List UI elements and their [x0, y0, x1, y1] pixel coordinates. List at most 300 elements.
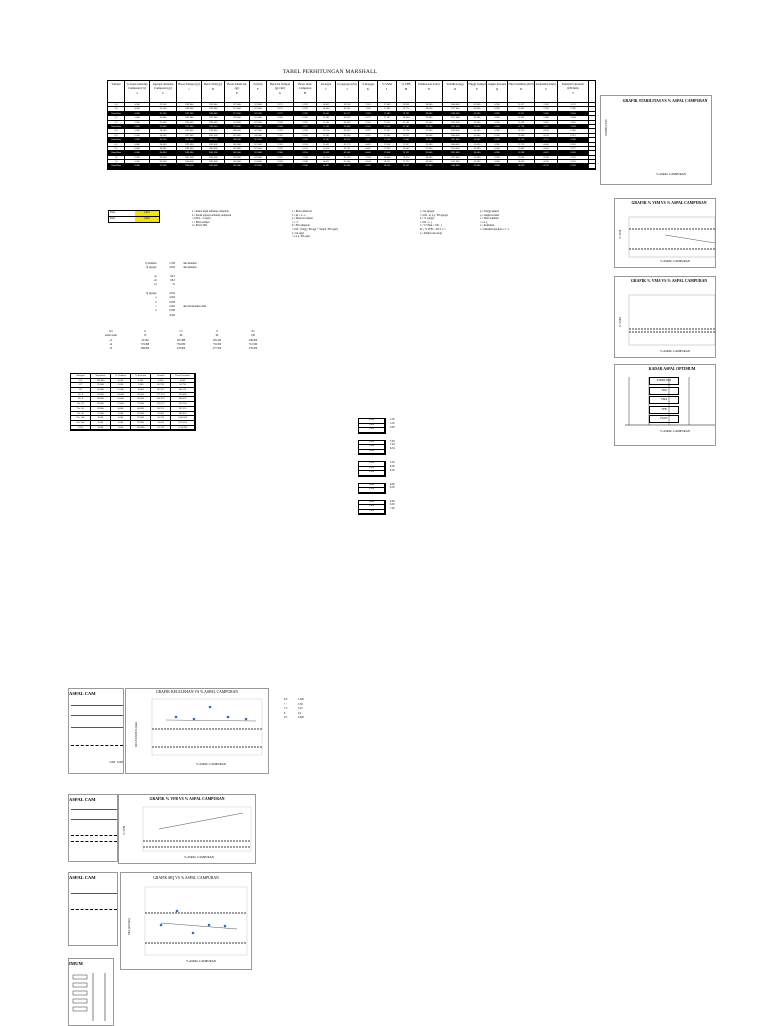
table-cell: 676.000 — [225, 116, 250, 119]
kadar-cell: 70 — [143, 334, 147, 338]
header-label: % Rongga — [361, 82, 375, 86]
calc-cell: 2.652 — [169, 266, 176, 270]
table-cell: 82.517 — [336, 112, 359, 115]
table-cell: 63.000 — [468, 143, 487, 146]
grading-cell: 34.032 — [151, 421, 171, 425]
header-code: R — [519, 87, 522, 91]
mini-side — [390, 418, 395, 434]
table-cell: 11.185 — [317, 116, 336, 119]
header-cell — [250, 81, 267, 102]
table-cell: 17.824 — [378, 143, 397, 146]
mini-table — [358, 500, 386, 516]
table-cell: 681.000 — [225, 147, 250, 150]
page-title: TABEL PERHITUNGAN MARSHALL — [282, 69, 378, 75]
table-cell: 671.500 — [225, 112, 250, 115]
side-value-cell: 1.645 — [298, 698, 304, 701]
table-cell: 1204.000 — [443, 103, 468, 106]
mini-cell: 5.500 — [359, 428, 385, 432]
mini-cell: 6.500 — [359, 471, 385, 475]
grading-header-cell: Kumulatif — [91, 374, 111, 378]
table-cell: 2.273 — [267, 112, 294, 115]
table-cell: 17.307 — [378, 129, 397, 132]
note-line: = 100 - i - j — [420, 220, 432, 224]
calc-cell: bj bitumen — [145, 262, 157, 265]
header-label: Isi Agregat (ml) — [337, 82, 357, 86]
table-cell: 2.290 — [267, 160, 294, 163]
partial1-dash — [71, 745, 123, 746]
note-line: g = Berat isi sampel — [292, 217, 313, 221]
header-cell — [267, 81, 294, 102]
table-cell: 1201.000 — [177, 156, 202, 159]
calc-cell: 21 — [172, 283, 176, 287]
table-cell: 6,5 — [108, 143, 125, 146]
table-cell: 1194.000 — [202, 112, 225, 115]
table-cell: 3.660 — [535, 112, 558, 115]
table-cell: 1187.500 — [177, 112, 202, 115]
table-cell: 2.296 — [294, 112, 317, 115]
table-cell: 5.500 — [125, 134, 150, 137]
table-cell: 11.966 — [508, 116, 535, 119]
table-cell: 82.349 — [336, 121, 359, 124]
header-label: Kelelehan (mm) — [536, 82, 556, 86]
table-cell: 1205.000 — [202, 156, 225, 159]
table-cell: 4.125 — [535, 138, 558, 141]
partial-chart-3 — [68, 872, 118, 946]
table-cell: 2.980 — [558, 129, 589, 132]
grading-cell: 147.471 — [151, 388, 171, 392]
kadar-cell: 6.0 — [109, 330, 113, 333]
table-cell: 682.000 — [225, 143, 250, 146]
table-cell: 11.145 — [317, 121, 336, 124]
table-cell: 18.550 — [378, 164, 397, 167]
table-cell: 1198.000 — [177, 147, 202, 150]
kadar-cell: 759.830 — [176, 342, 186, 346]
header-cell — [225, 81, 250, 102]
header-code: E — [236, 91, 238, 95]
header-code: L — [386, 87, 388, 91]
header-code: M — [404, 87, 408, 91]
table-cell: 3.010 — [558, 121, 589, 124]
table-cell: 0.960 — [487, 107, 508, 110]
table-cell: 5,5 — [108, 121, 125, 124]
table-cell: 2.302 — [267, 134, 294, 137]
header-label: Pembacaan Arloji — [418, 82, 440, 86]
table-cell: 4.443 — [359, 151, 378, 154]
table-cell: 2.240 — [294, 156, 317, 159]
mini-row — [359, 428, 385, 433]
table-cell: 1202.000 — [202, 147, 225, 150]
note-line: q = Angka koreksi — [480, 213, 500, 217]
table-cell: 1202.500 — [202, 151, 225, 154]
mini-cell: 6.000 — [359, 450, 385, 454]
grading-cell: 3/4" — [71, 379, 91, 383]
calc-cell: ab — [154, 279, 157, 283]
table-cell: 521.000 — [250, 116, 267, 119]
header-label: Stabilitas (kg) — [446, 82, 464, 86]
calc-cell: 0.956 — [169, 300, 176, 304]
yellow-key-2: Pada — [110, 217, 116, 220]
table-cell: 17.324 — [378, 138, 397, 141]
table-cell: 1192.000 — [177, 116, 202, 119]
table-cell: 521.500 — [250, 125, 267, 128]
table-cell: 17.466 — [378, 103, 397, 106]
grading-header-cell: % Rencana — [131, 374, 151, 378]
table-cell: 17.361 — [378, 116, 397, 119]
table-cell: 2.268 — [294, 138, 317, 141]
calc-cell: 4.500 — [169, 296, 176, 300]
table-cell: 2.320 — [558, 164, 589, 167]
header-code: S — [545, 87, 547, 91]
header-cell — [294, 81, 317, 102]
table-cell: 63.000 — [468, 147, 487, 150]
table-cell: 1196.000 — [202, 121, 225, 124]
side-value-cell: 8.5 — [284, 716, 288, 719]
table-row — [108, 164, 595, 168]
table-cell: 63.785 — [397, 125, 416, 128]
table-cell: 17.893 — [378, 147, 397, 150]
kadar-cell: 723.498 — [140, 342, 150, 346]
header-label: Berat dalam Air (gr) — [227, 82, 247, 90]
mini-row — [359, 510, 385, 515]
table-cell: 2.296 — [267, 156, 294, 159]
table-cell: 95.000 — [150, 121, 177, 124]
table-cell: 4.750 — [535, 160, 558, 163]
table-cell: 2.302 — [267, 138, 294, 141]
table-cell: 13.421 — [317, 143, 336, 146]
table-cell: 522.500 — [250, 112, 267, 115]
kadar-cell: 712.580 — [248, 342, 258, 346]
table-cell: 2.254 — [294, 147, 317, 150]
table-cell: 5.500 — [125, 138, 150, 141]
partial3-line-1 — [71, 893, 117, 894]
table-cell: 81.556 — [336, 156, 359, 159]
chart-mq-title: GRAFIK MQ VS % ASPAL CAMPURAN — [153, 876, 219, 880]
table-cell: 81.450 — [336, 164, 359, 167]
table-cell: 64.428 — [397, 116, 416, 119]
grading-cell: 18.000 — [111, 397, 131, 401]
grading-cell: 0.000 — [131, 379, 151, 383]
kadar-cell: 236.000 — [248, 338, 258, 342]
table-cell: 5.500 — [125, 129, 150, 132]
table-cell: 1244.000 — [443, 143, 468, 146]
table-cell: 0.960 — [487, 116, 508, 119]
optimum-bar: VFB — [649, 406, 679, 414]
header-cell — [317, 81, 336, 102]
kadar-cell: 60 — [179, 334, 183, 338]
table-cell: 2.293 — [267, 164, 294, 167]
table-cell: 63.000 — [468, 121, 487, 124]
mini-table-group — [358, 500, 418, 516]
table-cell: 10.449 — [317, 107, 336, 110]
side-value-cell: 7.5 — [284, 707, 288, 710]
grading-cell: 1134.394 — [171, 426, 195, 430]
mini-cell: 6.000 — [359, 484, 385, 488]
table-cell: 1199.000 — [202, 129, 225, 132]
table-cell: 3.620 — [535, 103, 558, 106]
grading-cell: 136.127 — [151, 402, 171, 406]
table-cell: 95.000 — [416, 116, 443, 119]
grading-cell: No. 8 — [71, 397, 91, 401]
header-code: P — [476, 87, 478, 91]
table-cell: 63.000 — [468, 129, 487, 132]
table-cell: 63.000 — [468, 160, 487, 163]
table-cell: 2.296 — [294, 103, 317, 106]
chart-vfb-xlabel: % ASPAL CAMPURAN — [184, 855, 214, 859]
mini-cell: 5.500 — [359, 445, 385, 449]
kadar-cell: 90 — [215, 334, 219, 338]
table-cell: 521.000 — [250, 143, 267, 146]
table-cell: Rata-Rata — [108, 151, 125, 154]
table-cell: 95.500 — [150, 112, 177, 115]
header-code: b — [162, 91, 164, 95]
note-line: s = Kelelehan — [480, 224, 495, 228]
side-values — [284, 698, 324, 721]
mini-tables — [358, 418, 418, 521]
grading-cell: PAN — [71, 426, 91, 430]
table-cell: 94.500 — [150, 134, 177, 137]
header-code: Q — [495, 87, 499, 91]
table-cell: 94.500 — [150, 129, 177, 132]
table-cell: 93.500 — [150, 164, 177, 167]
table-cell: 97.000 — [416, 129, 443, 132]
table-cell: 4.150 — [535, 134, 558, 137]
header-label: Marshall Quotient (kN/mm) — [562, 82, 584, 90]
table-cell: 0.960 — [487, 112, 508, 115]
mini-cell: 6.500 — [359, 488, 385, 492]
grading-cell: 680.637 — [171, 397, 195, 401]
table-cell: 522.000 — [250, 107, 267, 110]
mini-table — [358, 418, 386, 434]
table-cell: 11.211 — [508, 112, 535, 115]
header-code: O — [453, 87, 457, 91]
mini-side-value: 6.00 — [390, 499, 395, 503]
table-cell: 1193.000 — [202, 107, 225, 110]
side-value-row — [284, 716, 324, 721]
table-cell: 3.850 — [535, 121, 558, 124]
table-cell: 3.700 — [535, 107, 558, 110]
chart-vfb — [118, 794, 256, 864]
table-cell: 63.000 — [468, 107, 487, 110]
table-cell: 75.297 — [397, 143, 416, 146]
table-cell: 93.500 — [150, 156, 177, 159]
table-cell: 5.000 — [125, 125, 150, 128]
mini-table-group — [358, 483, 418, 494]
table-cell: 3.068 — [558, 116, 589, 119]
table-cell: 82.534 — [336, 103, 359, 106]
chart-vma-ylabel: % VMA — [618, 316, 622, 327]
table-cell: 82.501 — [336, 107, 359, 110]
chart-stabilitas-plot — [601, 96, 711, 184]
chart-optimum — [614, 364, 716, 446]
calc-cell: data berdasarkan tabel — [183, 304, 207, 308]
side-value-cell: 3.56 — [298, 702, 303, 706]
table-cell: 1195.000 — [177, 129, 202, 132]
kadar-cell: a1 — [109, 338, 113, 342]
table-cell: 94.000 — [150, 143, 177, 146]
table-cell: 0.960 — [487, 121, 508, 124]
calc-cell: 1.030 — [169, 262, 176, 265]
table-cell: 2.359 — [558, 156, 589, 159]
grading-cell: 40.000 — [91, 397, 111, 401]
table-cell: 6.000 — [125, 143, 150, 146]
table-cell: 91.000 — [416, 147, 443, 150]
table-cell: 6.500 — [125, 156, 150, 159]
calc-cell: b — [155, 300, 157, 304]
header-label: Berat Jenis Campuran — [298, 82, 312, 90]
note-line: h = BJ campuran — [292, 224, 310, 228]
table-cell: 6.176 — [359, 116, 378, 119]
table-cell: 81.344 — [336, 160, 359, 163]
header-label: Nilai Stabilitas (KN) — [508, 82, 534, 86]
grading-cell: 42.000 — [131, 393, 151, 397]
table-cell: 0.960 — [487, 129, 508, 132]
grading-cell: 1/2" — [71, 383, 91, 387]
table-cell: 2.662 — [558, 143, 589, 146]
note-line: k = % rongga — [420, 217, 435, 221]
header-label: Angka Koreksi — [487, 82, 507, 86]
partial2-line-1 — [71, 809, 117, 810]
table-cell: 2.301 — [267, 143, 294, 146]
table-cell: 1197.000 — [202, 116, 225, 119]
table-cell: 671.000 — [225, 107, 250, 110]
header-cell — [359, 81, 378, 102]
mini-row — [359, 471, 385, 476]
chart-optimum-xlabel: % ASPAL CAMPURAN — [660, 429, 690, 433]
grading-cell: 56.720 — [151, 416, 171, 420]
note-line: d = Berat SSD — [192, 224, 208, 228]
table-cell: 520.000 — [250, 134, 267, 137]
mini-side-value: 6.50 — [390, 503, 395, 507]
chart-vfb-ylabel: % VFB — [122, 825, 126, 835]
table-cell: 7,0 — [108, 156, 125, 159]
table-cell: 63.000 — [468, 151, 487, 154]
table-cell: 2.946 — [558, 138, 589, 141]
chart-mq — [120, 872, 252, 970]
mini-cell: 4.500 — [359, 419, 385, 423]
grading-cell: 5.000 — [131, 383, 151, 387]
kadar-cell: 6 — [144, 330, 146, 333]
header-label: Isi Aspal — [320, 82, 332, 86]
side-value-cell: 0.4 — [298, 711, 302, 715]
grading-cell: 12.000 — [111, 402, 131, 406]
table-cell: 4.483 — [359, 147, 378, 150]
partial4-plot — [69, 965, 113, 1025]
chart-stabilitas-xlabel: % ASPAL CAMPURAN — [656, 172, 686, 176]
chart-flow-xlabel: % ASPAL CAMPURAN — [196, 762, 226, 766]
table-cell: 2.282 — [294, 121, 317, 124]
header-code: K — [366, 87, 370, 91]
table-cell: 1200.000 — [202, 138, 225, 141]
table-cell: 87.000 — [416, 164, 443, 167]
header-code: F — [257, 87, 259, 91]
table-cell: 11.337 — [508, 103, 535, 106]
calc-cell: d — [155, 309, 157, 313]
note-line: m = % VFB = 100 x i / l — [420, 227, 446, 231]
chart-stabilitas-title: GRAFIK STABILITAS VS % ASPAL CAMPURAN — [622, 99, 708, 103]
header-cell — [177, 81, 202, 102]
table-cell: 1298.000 — [443, 129, 468, 132]
table-cell: 12.310 — [317, 129, 336, 132]
table-cell: 6.000 — [125, 151, 150, 154]
table-cell: 0.960 — [487, 138, 508, 141]
header-label: Berat Isi Sampel (gr/cm³) — [270, 82, 290, 90]
grading-cell: 95.000 — [131, 421, 151, 425]
header-cell — [378, 81, 397, 102]
table-cell: 3.064 — [558, 112, 589, 115]
header-code: H — [303, 91, 307, 95]
mini-table — [358, 483, 386, 494]
table-cell: 14.491 — [317, 164, 336, 167]
table-cell: 6,0 — [108, 134, 125, 137]
table-cell: 63.141 — [397, 121, 416, 124]
mini-side-value: 7.03 — [390, 443, 395, 447]
table-cell: 59.712 — [397, 107, 416, 110]
calc-cell: 68.5 — [170, 279, 176, 283]
grading-cell: 272.254 — [151, 393, 171, 397]
mini-cell: 5.000 — [359, 441, 385, 445]
header-code: a — [136, 91, 138, 95]
grading-cell: 5.000 — [111, 426, 131, 430]
table-cell: 2.240 — [294, 164, 317, 167]
table-cell: 1200.000 — [177, 160, 202, 163]
grading-cell: 13.000 — [111, 388, 131, 392]
header-label: Berat SSD (gr) — [204, 82, 222, 86]
table-cell: 59.781 — [397, 112, 416, 115]
table-cell: 5.000 — [125, 121, 150, 124]
table-cell: 4.725 — [535, 164, 558, 167]
grading-cell: 100.000 — [131, 426, 151, 430]
yellow-key-1: Pada — [110, 211, 116, 214]
grading-cell: 7.000 — [111, 412, 131, 416]
kadar-cell: kadar aspal — [105, 334, 117, 338]
table-cell: 2.272 — [267, 107, 294, 110]
table-cell: 5.017 — [359, 138, 378, 141]
table-cell: 1205.000 — [202, 160, 225, 163]
table-cell: 82.693 — [336, 129, 359, 132]
table-cell: Rata-Rata — [108, 112, 125, 115]
table-cell: 523.000 — [250, 103, 267, 106]
table-cell: 10.451 — [317, 112, 336, 115]
table-cell: 4.400 — [535, 143, 558, 146]
side-value-cell: 0.020 — [298, 716, 304, 719]
header-label: Tinggi Sampel — [468, 82, 486, 86]
grading-cell: 87.000 — [131, 412, 151, 416]
note-line: = 100 / (%agg / BJ agg + %aspal / BJ aspal) — [292, 227, 338, 231]
table-cell: 5,0 — [108, 107, 125, 110]
table-cell: 13.416 — [317, 151, 336, 154]
chart-vim-ylabel: % VIM — [618, 229, 622, 239]
table-cell: 1186.000 — [177, 107, 202, 110]
mini-table-group — [358, 440, 418, 456]
grading-cell: 82.000 — [91, 388, 111, 392]
chart-mq-plot — [121, 873, 251, 969]
table-cell: 63.000 — [468, 164, 487, 167]
table-cell: 11.165 — [317, 125, 336, 128]
table-cell: 7.050 — [359, 107, 378, 110]
table-cell: 14.472 — [317, 160, 336, 163]
table-cell: 1189.000 — [177, 103, 202, 106]
table-cell: Rata-Rata — [108, 138, 125, 141]
header-cell — [508, 81, 535, 102]
table-cell: 71.128 — [397, 129, 416, 132]
chart-flow-ylabel: KELELEHAN (mm) — [134, 721, 138, 747]
grading-cell: 79.407 — [151, 412, 171, 416]
table-cell: 63.000 — [468, 112, 487, 115]
grading-cell: 0.000 — [111, 379, 131, 383]
table-cell: 78.670 — [397, 156, 416, 159]
grading-cell: 18.000 — [131, 388, 151, 392]
table-cell: 2.913 — [558, 134, 589, 137]
